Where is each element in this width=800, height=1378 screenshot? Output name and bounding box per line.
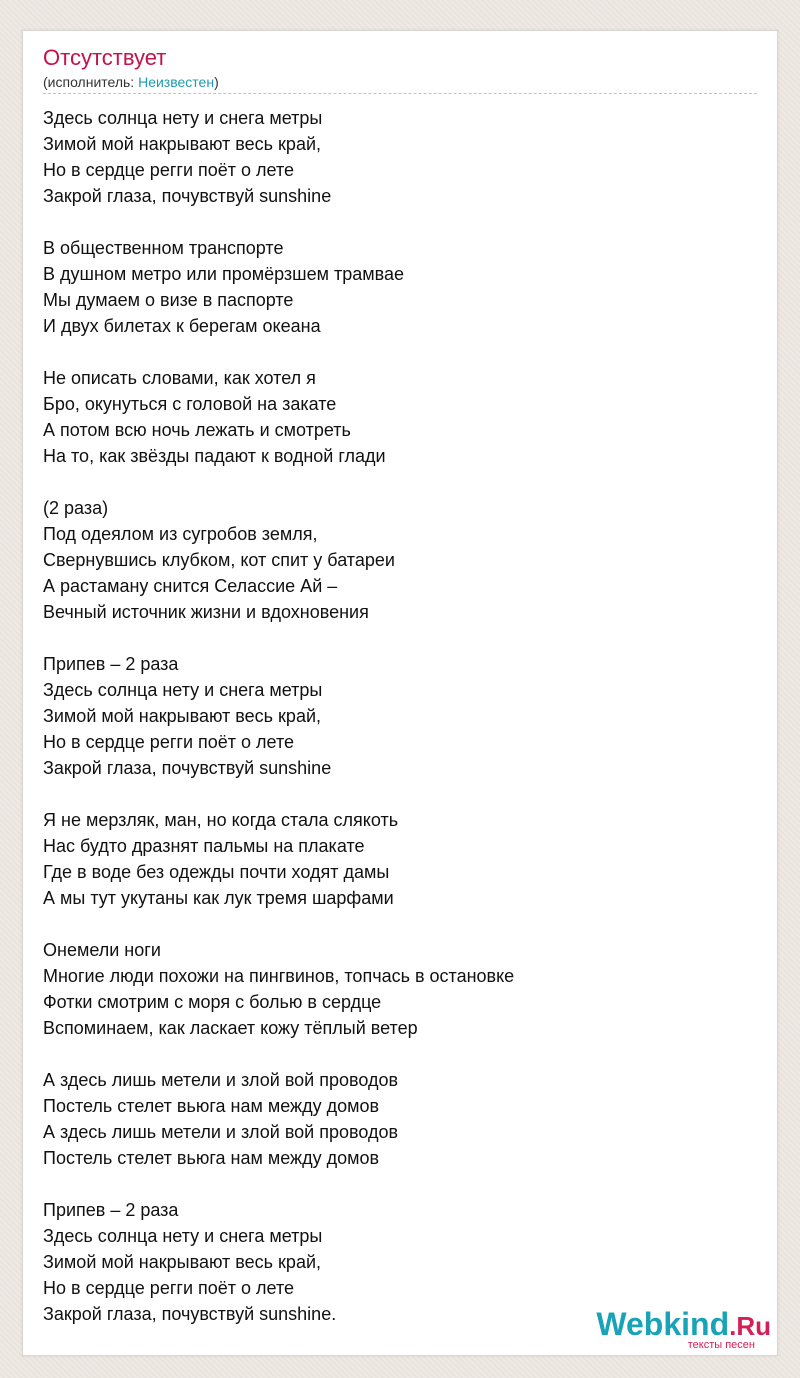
logo-wordmark — [596, 1307, 771, 1343]
lyrics-line: Не описать словами, как хотел я — [43, 368, 316, 388]
lyrics-line: Закрой глаза, почувствуй sunshine — [43, 186, 332, 206]
lyrics-stanza — [43, 651, 753, 781]
lyrics-line: А мы тут укутаны как лук тремя шарфами — [43, 888, 394, 908]
lyrics-line: Я не мерзляк, ман, но когда стала слякоть — [43, 810, 399, 830]
lyrics-line: Где в воде без одежды почти ходят дамы — [43, 862, 390, 882]
lyrics-line: Вечный источник жизни и вдохновения — [43, 602, 369, 622]
lyrics-line: Припев – 2 раза — [43, 654, 179, 674]
lyrics-stanza — [43, 1067, 753, 1171]
lyrics-line: В душном метро или промёрзшем трамвае — [43, 264, 405, 284]
lyrics-stanza — [43, 105, 753, 209]
lyrics-line: А здесь лишь метели и злой вой проводов — [43, 1122, 399, 1142]
lyrics-line: А здесь лишь метели и злой вой проводов — [43, 1070, 399, 1090]
lyrics-line: Но в сердце регги поёт о лете — [43, 732, 295, 752]
lyrics-line: Зимой мой накрывают весь край, — [43, 706, 322, 726]
lyrics-line: Онемели ноги — [43, 940, 161, 960]
logo-name: Webkind — [596, 1306, 730, 1342]
lyrics-line: Закрой глаза, почувствуй sunshine — [43, 758, 332, 778]
lyrics-line: Но в сердце регги поёт о лете — [43, 1278, 295, 1298]
logo-tagline: тексты песен — [687, 1339, 755, 1351]
lyrics-line: На то, как звёзды падают к водной глади — [43, 446, 386, 466]
lyrics-stanza — [43, 807, 753, 911]
lyrics-line: (2 раза) — [43, 498, 109, 518]
lyrics-line: Постель стелет вьюга нам между домов — [43, 1096, 380, 1116]
song-title: Отсутствует — [43, 45, 167, 70]
lyrics-line: Свернувшись клубком, кот спит у батареи — [43, 550, 395, 570]
lyrics-line: А растаману снится Селассие Ай – — [43, 576, 338, 596]
webkind-logo[interactable] — [581, 1307, 771, 1353]
lyrics-line: И двух билетах к берегам океана — [43, 316, 321, 336]
artist-line — [43, 73, 219, 91]
lyrics-line: Мы думаем о визе в паспорте — [43, 290, 294, 310]
lyrics-line: Нас будто дразнят пальмы на плакате — [43, 836, 365, 856]
title-divider — [43, 93, 757, 94]
lyrics-line: Многие люди похожи на пингвинов, топчась в остановке — [43, 966, 515, 986]
lyrics-line: Здесь солнца нету и снега метры — [43, 680, 323, 700]
lyrics-stanza — [43, 495, 753, 625]
artist-suffix: ) — [214, 74, 219, 90]
lyrics-line: Бро, окунуться с головой на закате — [43, 394, 337, 414]
lyrics-line: Но в сердце регги поёт о лете — [43, 160, 295, 180]
lyrics-line: Здесь солнца нету и снега метры — [43, 108, 323, 128]
lyrics-line: Здесь солнца нету и снега метры — [43, 1226, 323, 1246]
artist-link[interactable]: Неизвестен — [138, 74, 215, 90]
lyrics-line: Постель стелет вьюга нам между домов — [43, 1148, 380, 1168]
lyrics-line: Зимой мой накрывают весь край, — [43, 1252, 322, 1272]
logo-tld: .Ru — [729, 1311, 771, 1341]
lyrics-line: А потом всю ночь лежать и смотреть — [43, 420, 351, 440]
lyrics-line: Вспоминаем, как ласкает кожу тёплый ветер — [43, 1018, 418, 1038]
lyrics-body — [43, 105, 753, 1353]
lyrics-line: Фотки смотрим с моря с болью в сердце — [43, 992, 382, 1012]
lyrics-line: В общественном транспорте — [43, 238, 284, 258]
lyrics-stanza — [43, 235, 753, 339]
lyrics-line: Припев – 2 раза — [43, 1200, 179, 1220]
lyrics-line: Под одеялом из сугробов земля, — [43, 524, 318, 544]
lyrics-card — [22, 30, 778, 1356]
lyrics-line: Зимой мой накрывают весь край, — [43, 134, 322, 154]
artist-prefix: (исполнитель: — [43, 74, 139, 90]
lyrics-stanza — [43, 365, 753, 469]
lyrics-line: Закрой глаза, почувствуй sunshine. — [43, 1304, 337, 1324]
lyrics-stanza — [43, 937, 753, 1041]
